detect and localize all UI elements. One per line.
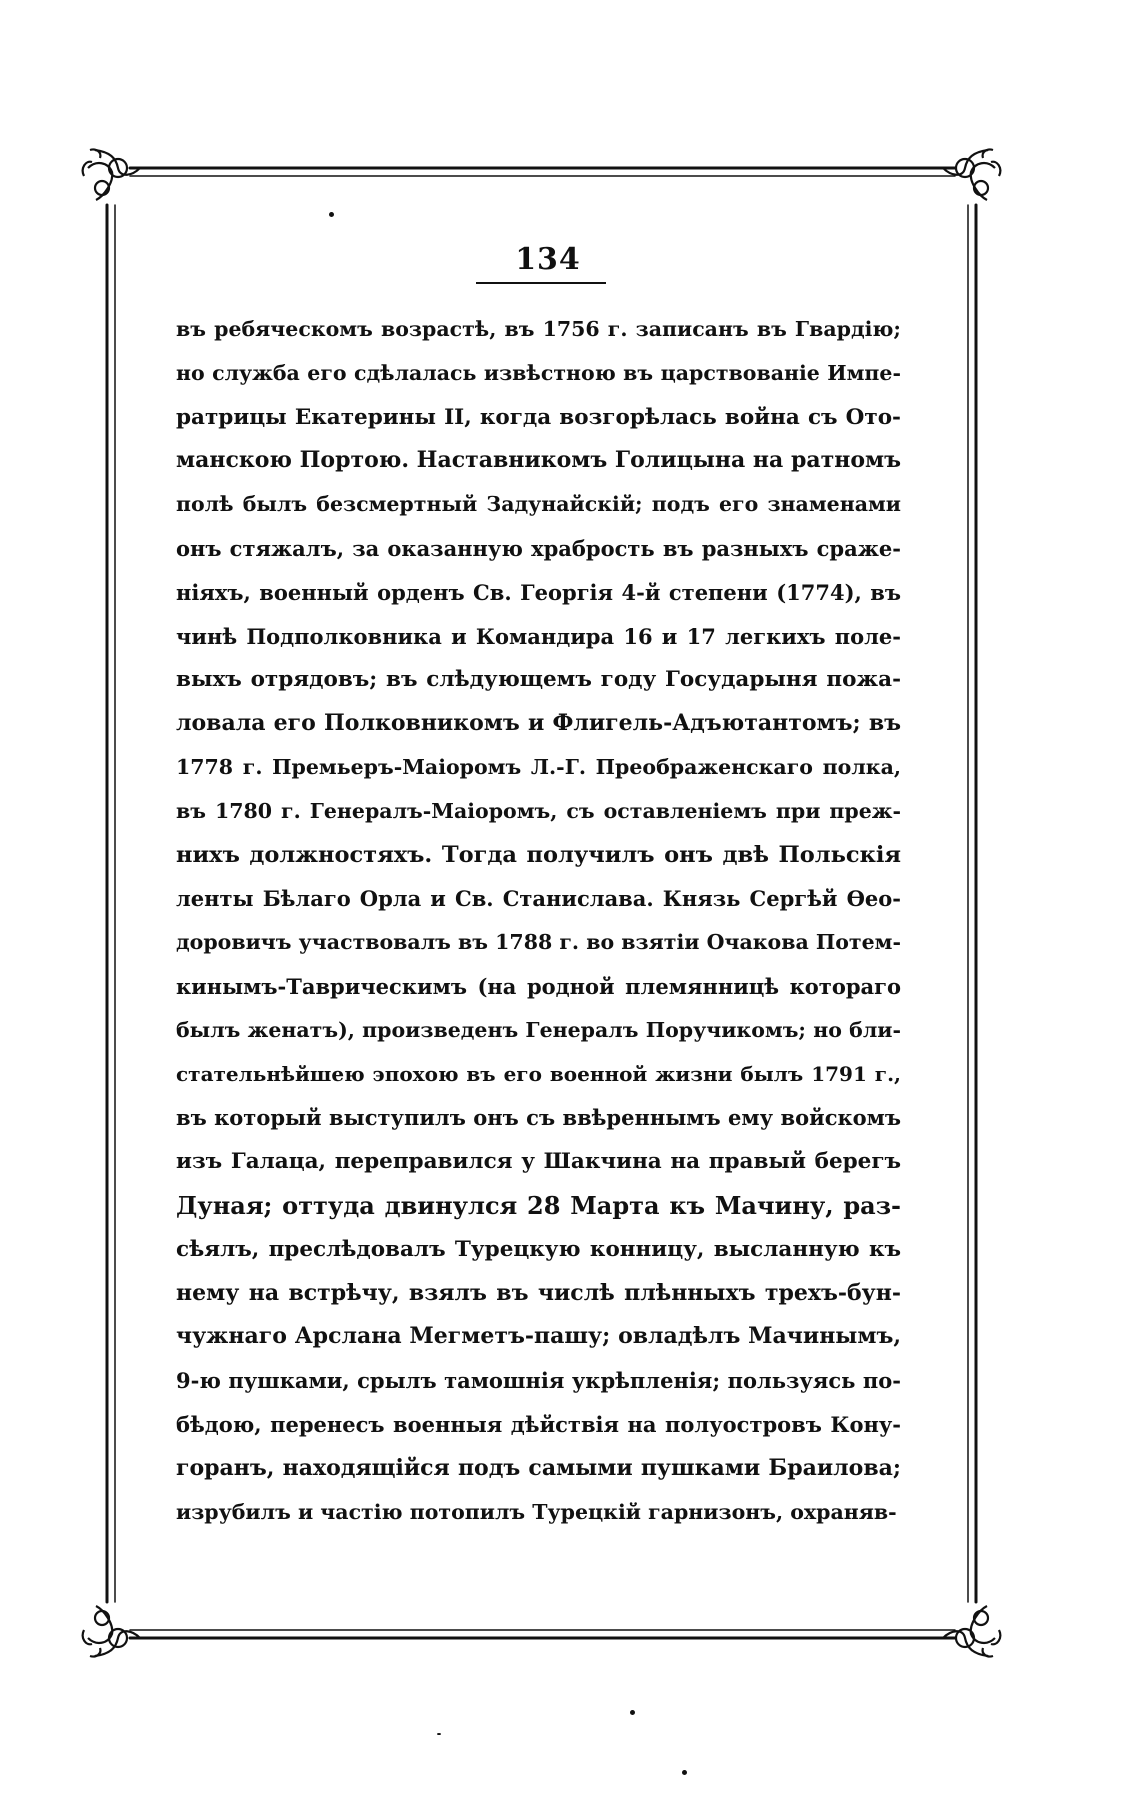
- text-line: стательнѣйшею эпохою въ его военной жизни былъ 1791 г.,: [176, 1061, 901, 1086]
- text-line: въ 1780 г. Генералъ-Маіоромъ, съ оставленіемъ при преж-: [176, 798, 901, 823]
- scan-speck: [682, 1770, 687, 1775]
- text-line: Дуная; оттуда двинулся 28 Марта къ Мачину, раз-: [176, 1190, 901, 1220]
- text-line: въ ребяческомъ возрастѣ, въ 1756 г. записанъ въ Гвардію;: [176, 317, 901, 341]
- text-line: онъ стяжалъ, за оказанную храбрость въ разныхъ сраже-: [176, 535, 901, 561]
- text-line: въ который выступилъ онъ съ ввѣреннымъ ему войскомъ: [176, 1105, 901, 1131]
- text-line: чинѣ Подполковника и Командира 16 и 17 легкихъ поле-: [176, 623, 901, 649]
- text-line: чужнаго Арслана Мегметъ-пашу; овладѣлъ Мачинымъ,: [176, 1323, 901, 1350]
- scan-speck: [437, 1733, 441, 1735]
- text-line: нему на встрѣчу, взялъ въ числѣ плѣнныхъ трехъ-бун-: [176, 1279, 901, 1306]
- text-line: нихъ должностяхъ. Тогда получилъ онъ двѣ Польскія: [176, 841, 901, 868]
- text-line: бѣдою, перенесъ военныя дѣйствія на полуостровъ Кону-: [176, 1411, 901, 1437]
- corner-ornament-bottom-right: [943, 1606, 1000, 1657]
- text-line: ратрицы Екатерины II, когда возгорѣлась война съ Ото-: [176, 404, 901, 430]
- scan-speck: [329, 212, 334, 217]
- text-line: кинымъ-Таврическимъ (на родной племянницѣ котораго: [176, 973, 901, 999]
- scan-speck: [630, 1710, 635, 1715]
- text-line: ленты Бѣлаго Орла и Св. Станислава. Князь Сергѣй Ѳео-: [176, 886, 901, 912]
- corner-ornament-top-right: [943, 149, 1000, 200]
- text-line: но служба его сдѣлалась извѣстною въ царствованіе Импе-: [176, 360, 901, 385]
- text-line: ловала его Полковникомъ и Флигель-Адъютантомъ; въ: [176, 710, 901, 737]
- text-line: изъ Галаца, переправился у Шакчина на правый берегъ: [176, 1149, 901, 1175]
- text-line: выхъ отрядовъ; въ слѣдующемъ году Государыня пожа-: [176, 667, 901, 693]
- text-line: доровичъ участвовалъ въ 1788 г. во взятіи Очакова Потем-: [176, 930, 901, 955]
- text-line: 1778 г. Премьеръ-Маіоромъ Л.-Г. Преображенскаго полка,: [176, 754, 901, 779]
- text-line: сѣялъ, преслѣдовалъ Турецкую конницу, высланную къ: [176, 1236, 901, 1262]
- page-number-rule: [476, 282, 606, 284]
- text-line: манскою Портою. Наставникомъ Голицына на ратномъ: [176, 447, 901, 474]
- text-line: полѣ былъ безсмертный Задунайскій; подъ его знаменами: [176, 492, 901, 517]
- page-number: 134: [515, 242, 581, 277]
- corner-ornament-top-left: [83, 149, 140, 200]
- text-line: горанъ, находящійся подъ самыми пушками Браилова;: [176, 1454, 901, 1481]
- text-line: 9-ю пушками, срылъ тамошнія укрѣпленія; пользуясь по-: [176, 1368, 901, 1394]
- text-line: изрубилъ и частію потопилъ Турецкій гарнизонъ, охраняв-: [176, 1499, 897, 1524]
- body-text: [176, 308, 901, 1534]
- corner-ornament-bottom-left: [83, 1606, 140, 1657]
- text-line: ніяхъ, военный орденъ Св. Георгія 4-й степени (1774), въ: [176, 579, 901, 605]
- text-line: былъ женатъ), произведенъ Генералъ Поручикомъ; но бли-: [176, 1017, 901, 1042]
